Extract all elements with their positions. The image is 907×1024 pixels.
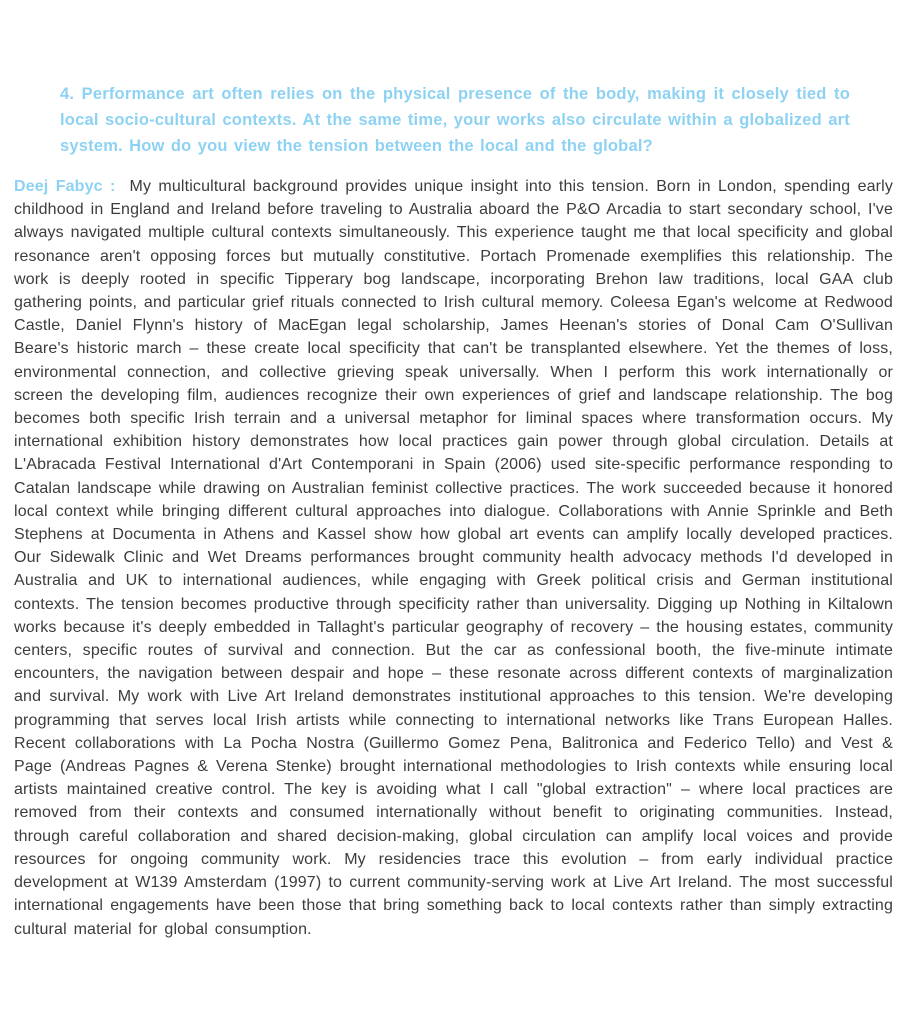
question-text: 4. Performance art often relies on the physical presence of the body, making it closely tied to local socio-cultural contexts. At the same time, your works also circulate within a globalized art system. How do you view the tension between the local and the global? xyxy=(60,85,850,155)
answer-paragraph xyxy=(14,175,893,941)
interview-answer xyxy=(14,175,893,941)
speaker-label: Deej Fabyc : xyxy=(14,178,116,195)
interview-page xyxy=(0,81,907,1024)
answer-text: My multicultural background provides unique insight into this tension. Born in London, spending early childhood in England and Ireland before traveling to Australia aboard the P&O Arcadia to start secondary school, I've always navigated multiple cultural contexts simultaneously. This experience taught me that local specificity and global resonance aren't opposing forces but mutually constitutive. Portach Promenade exemplifies this relationship. The work is deeply rooted in specific Tipperary bog landscape, incorporating Brehon law traditions, local GAA club gathering points, and particular grief rituals connected to Irish cultural memory. Coleesa Egan's welcome at Redwood Castle, Daniel Flynn's history of MacEgan legal scholarship, James Heenan's stories of Donal Cam O'Sullivan Beare's historic march – these create local specificity that can't be transplanted elsewhere. Yet the themes of loss, environmental connection, and collective grieving speak universally. When I perform this work internationally or screen the developing film, audiences recognize their own experiences of grief and landscape relationship. The bog becomes both specific Irish terrain and a universal metaphor for liminal spaces where transformation occurs. My international exhibition history demonstrates how local practices gain power through global circulation. Details at L'Abracada Festival International d'Art Contemporani in Spain (2006) used site-specific performance responding to Catalan landscape while drawing on Australian feminist collective practices. The work succeeded because it honored local context while bringing different cultural approaches into dialogue. Collaborations with Annie Sprinkle and Beth Stephens at Documenta in Athens and Kassel show how global art events can amplify locally developed practices. Our Sidewalk Clinic and Wet Dreams performances brought community health advocacy methods I'd developed in Australia and UK to international audiences, while engaging with Greek political crisis and German institutional contexts. The tension becomes productive through specificity rather than universality. Digging up Nothing in Kiltalown works because it's deeply embedded in Tallaght's particular geography of recovery – the housing estates, community centers, specific routes of survival and connection. But the car as confessional booth, the five-minute intimate encounters, the navigation between despair and hope – these resonate across different contexts of marginalization and survival. My work with Live Art Ireland demonstrates institutional approaches to this tension. We're developing programming that serves local Irish artists while connecting to international networks like Trans European Halles. Recent collaborations with La Pocha Nostra (Guillermo Gomez Pena, Balitronica and Federico Tello) and Vest & Page (Andreas Pagnes & Verena Stenke) brought international methodologies to Irish contexts while ensuring local artists maintained creative control. The key is avoiding what I call "global extraction" – where local practices are removed from their contexts and consumed internationally without benefit to originating communities. Instead, through careful collaboration and shared decision-making, global circulation can amplify local voices and provide resources for ongoing community work. My residencies trace this evolution – from early individual practice development at W139 Amsterdam (1997) to current community-serving work at Live Art Ireland. The most successful international engagements have been those that bring something back to local contexts rather than simply extracting cultural material for global consumption. xyxy=(14,178,894,938)
interview-question xyxy=(60,81,850,159)
